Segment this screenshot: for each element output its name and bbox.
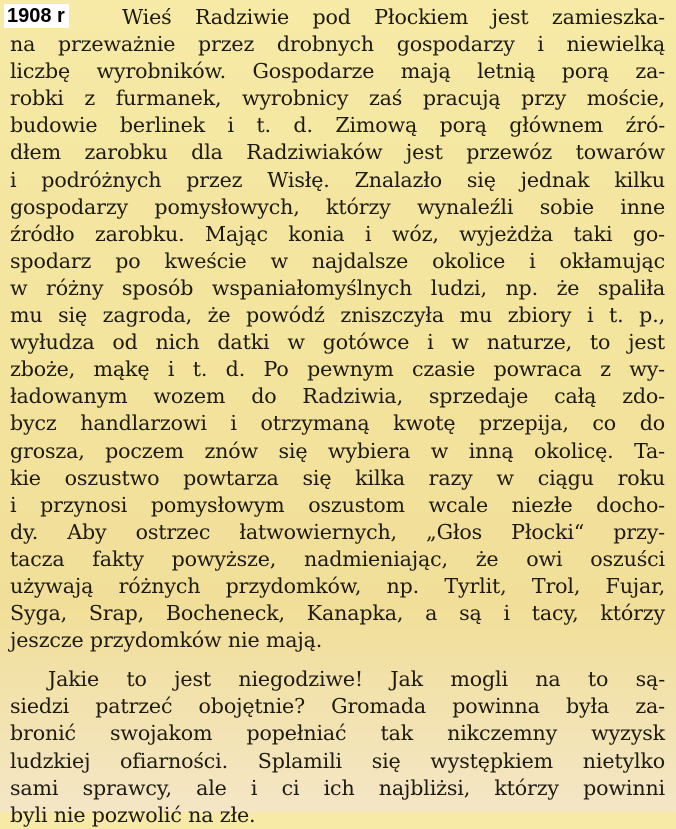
text-line: i przynosi pomysłowym oszustom wcale niezłe docho- <box>10 492 665 517</box>
text-line: i podróżnych przez Wisłę. Znalazło się jednak kilku <box>10 167 665 192</box>
text-line: źródło zarobku. Mając konia i wóz, wyjeżdża taki go- <box>10 221 665 246</box>
text-line: jeszcze przydomków nie mają. <box>10 628 323 653</box>
text-line: sami sprawcy, ale i ci ich najbliżsi, którzy powinni <box>10 775 665 800</box>
text-line: mu się zagroda, że powódź zniszczyła mu zbiory i t. p., <box>10 303 665 328</box>
text-line: tacza fakty powyższe, nadmieniając, że owi oszuści <box>10 546 665 571</box>
article-body <box>10 4 665 829</box>
text-line: gospodarzy pomysłowych, którzy wynaleźli sobie inne <box>10 194 665 219</box>
text-line: dy. Aby ostrzec łatwowiernych, „Głos Płocki“ przy- <box>10 519 665 544</box>
paragraph-1 <box>10 4 665 654</box>
text-line: kie oszustwo powtarza się kilka razy w ciągu roku <box>10 465 665 490</box>
text-line: w różny sposób wspaniałomyślnych ludzi, np. że spaliła <box>10 275 665 300</box>
text-line: ludzkiej ofiarności. Splamili się występkiem nietylko <box>10 748 665 773</box>
text-line: bronić swojakom popełniać tak nikczemny wyzysk <box>10 721 665 746</box>
text-line: Syga, Srap, Bocheneck, Kanapka, a są i tacy, którzy <box>10 601 665 626</box>
text-line: używają różnych przydomków, np. Tyrlit, Trol, Fujar, <box>10 573 665 598</box>
text-line: siedzi patrzeć obojętnie? Gromada powinna była za- <box>10 694 665 719</box>
text-line: robki z furmanek, wyrobnicy zaś pracują przy moście, <box>10 86 665 111</box>
text-line: budowie berlinek i t. d. Zimową porą głównem źró- <box>10 113 665 138</box>
text-line: Wieś Radziwie pod Płockiem jest zamieszka- <box>122 5 665 29</box>
text-line: ładowanym wozem do Radziwia, sprzedaje całą zdo- <box>10 384 665 409</box>
text-line: byli nie pozwolić na złe. <box>10 802 256 827</box>
text-line: grosza, poczem znów się wybiera w inną okolicę. Ta- <box>10 438 665 463</box>
paragraph-2 <box>10 666 665 829</box>
text-line: Jakie to jest niegodziwe! Jak mogli na to są- <box>48 667 665 692</box>
text-line: zboże, mąkę i t. d. Po pewnym czasie powraca z wy- <box>10 357 665 382</box>
text-line: wyłudza od nich datki w gotówce i w naturze, to jest <box>10 330 665 355</box>
text-line: bycz handlarzowi i otrzymaną kwotę przepija, co do <box>10 411 665 436</box>
text-line: na przeważnie przez drobnych gospodarzy i niewielką <box>10 32 665 57</box>
text-line: spodarz po kweście w najdalsze okolice i okłamując <box>10 248 665 273</box>
year-label: 1908 r <box>4 4 69 28</box>
text-line: dłem zarobku dla Radziwiaków jest przewóz towarów <box>10 140 665 165</box>
text-line: liczbę wyrobników. Gospodarze mają letnią porą za- <box>10 59 665 84</box>
